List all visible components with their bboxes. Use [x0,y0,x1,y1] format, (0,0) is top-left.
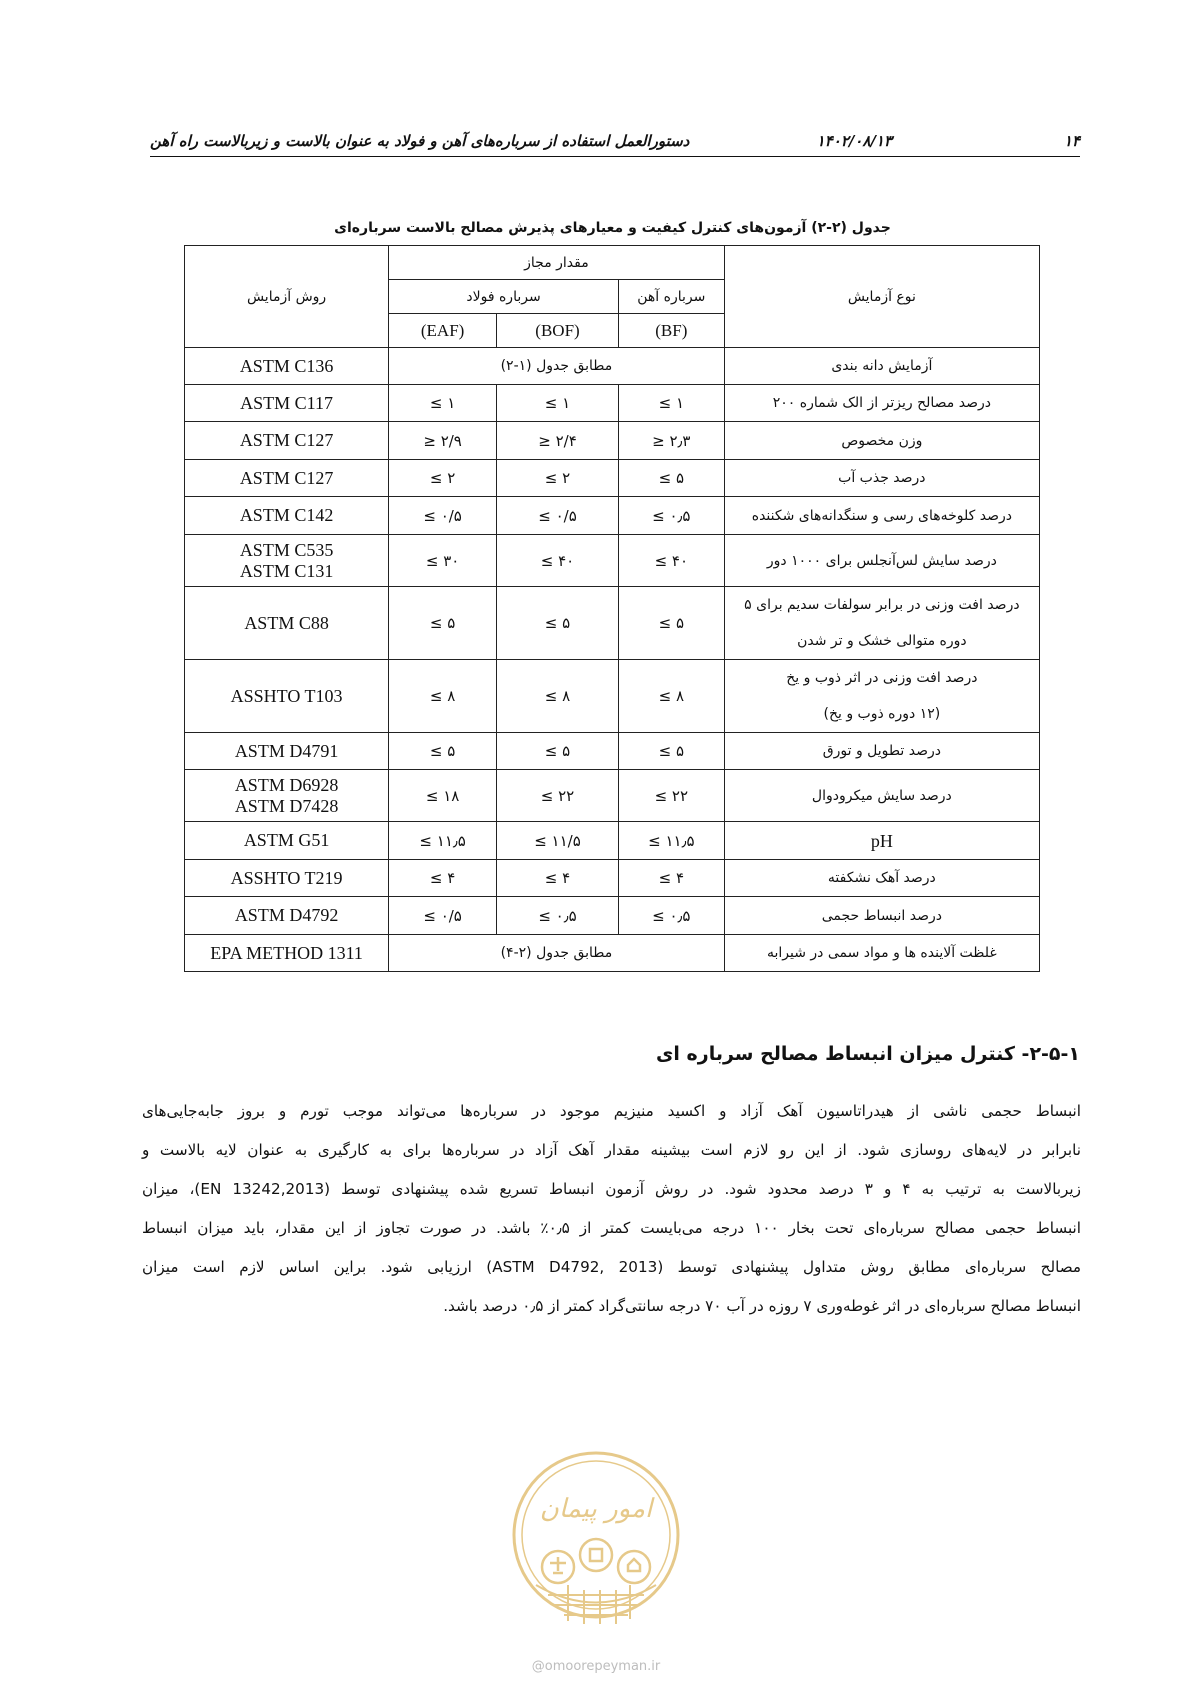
header-method: روش آزمایش [185,246,389,348]
cell-bof: ≤ ۴۰ [497,535,619,587]
cell-method-line: ASTM G51 [243,830,330,850]
cell-bf: ≤ ۵ [618,587,724,660]
cell-method-line: ASSHTO T103 [230,685,343,706]
cell-test-type-line: درصد مصالح ریزتر از الک شماره ۲۰۰ [772,395,991,411]
header-date: ۱۴۰۲/۰۸/۱۳ [816,132,892,150]
cell-bof: ≤ ۵ [497,587,619,660]
paragraph-line: زیربالاست به ترتیب به ۴ و ۳ درصد محدود شود. در روش آزمون انبساط تسریع شده پیشنهادی توسط (EN 13242,2013)، میزان [142,1180,1081,1198]
cell-method [185,348,389,385]
cell-method-line: ASSHTO T219 [230,867,343,888]
cell-method-line: ASTM D4792 [234,905,339,925]
cell-bof: ≤ ۸ [497,660,619,733]
cell-test-type [724,770,1039,822]
cell-test-type-line: درصد جذب آب [838,470,926,486]
page-header [150,128,1080,157]
cell-method [185,460,389,497]
table-row [185,897,1040,935]
header-bf: (BF) [618,314,724,348]
cell-eaf: ≤ ۰/۵ [389,497,497,535]
cell-method [185,770,389,822]
table-row [185,422,1040,460]
cell-test-type-line: درصد افت وزنی در اثر ذوب و یخ [786,670,978,686]
cell-eaf: ≤ ۵ [389,587,497,660]
cell-test-type-line: درصد افت وزنی در برابر سولفات سدیم برای ۵ [744,597,1020,613]
cell-bf: ≤ ۸ [618,660,724,733]
cell-eaf: ≤ ۵ [389,733,497,770]
spec-table [184,245,1040,972]
cell-method-line: ASTM C88 [244,612,329,633]
watermark-logo [508,1445,684,1650]
cell-eaf: ≤ ۴ [389,860,497,897]
paragraph-line: انبساط حجمی ناشی از هیدراتاسیون آهک آزاد و اکسید منیزیم موجود در سرباره‌ها می‌تواند موجب تورم و بروز جابه‌جایی‌های [142,1102,1081,1120]
table-row [185,460,1040,497]
cell-test-type-line: درصد کلوخه‌های رسی و سنگدانه‌های شکننده [751,507,1012,524]
cell-method-line: ASTM C127 [239,430,334,450]
cell-bof: ≥ ۲/۴ [497,422,619,460]
paragraph-line: مصالح سرباره‌ای مطابق روش متداول پیشنهادی توسط (ASTM D4792, 2013) ارزیابی شود. براین اساس لازم است میزان [142,1258,1082,1276]
table-row [185,385,1040,422]
cell-method-line: ASTM C136 [239,355,334,376]
cell-test-type-line: درصد انبساط حجمی [821,907,943,924]
cell-method [185,497,389,535]
cell-bof: ≤ ۲۲ [497,770,619,822]
cell-bf: ≤ ۴۰ [618,535,724,587]
cell-eaf: ≥ ۲/۹ [389,422,497,460]
cell-method [185,422,389,460]
cell-test-type [724,422,1039,460]
cell-test-type [724,660,1039,733]
header-title: دستورالعمل استفاده از سرباره‌های آهن و فولاد به عنوان بالاست و زیربالاست راه آهن [150,132,690,150]
cell-bf: ≤ ۱ [618,385,724,422]
cell-test-type-line: آزمایش دانه بندی [831,358,933,374]
header-allowed: مقدار مجاز [389,246,725,280]
cell-test-type-line: (۱۲ دوره ذوب و یخ) [823,706,941,722]
cell-test-type-line: وزن مخصوص [841,432,923,449]
cell-method [185,660,389,733]
cell-bof: ≤ ۵ [497,733,619,770]
table-caption: جدول (۲-۲) آزمون‌های کنترل کیفیت و معیارهای پذیرش مصالح بالاست سرباره‌ای [334,220,891,236]
cell-eaf: ≤ ۰/۵ [389,897,497,935]
cell-method-line: ASTM C127 [239,467,334,488]
table-row [185,733,1040,770]
cell-merged-reference: مطابق جدول (۲-۴) [389,935,725,972]
section-paragraph [142,1092,1081,1326]
cell-bof: ≤ ۱ [497,385,619,422]
cell-test-type [724,385,1039,422]
cell-test-type [724,587,1039,660]
cell-test-type-line: دوره متوالی خشک و تر شدن [797,633,967,649]
paragraph-line: انبساط مصالح سرباره‌ای در اثر غوطه‌وری ۷ روزه در آب ۷۰ درجه سانتی‌گراد کمتر از ۰٫۵ درصد باشد. [443,1297,1081,1315]
cell-bof: ≤ ۱۱/۵ [497,822,619,860]
cell-method-line: ASTM C142 [239,505,334,525]
cell-eaf: ≤ ۸ [389,660,497,733]
header-bof: (BOF) [497,314,619,348]
cell-bf: ≤ ۱۱٫۵ [618,822,724,860]
header-steel-slag: سرباره فولاد [389,280,619,314]
cell-method [185,385,389,422]
cell-bf: ≤ ۰٫۵ [618,497,724,535]
header-iron-slag: سرباره آهن [618,280,724,314]
cell-eaf: ≤ ۱۸ [389,770,497,822]
cell-method-line: EPA METHOD 1311 [210,942,363,963]
cell-method [185,587,389,660]
section-title: ۲-۵-۱- کنترل میزان انبساط مصالح سرباره ای [656,1043,1080,1065]
cell-bf: ≥ ۲٫۳ [618,422,724,460]
cell-test-type [724,497,1039,535]
cell-method [185,860,389,897]
watermark-url: @omoorepeyman.ir [531,1659,661,1674]
cell-test-type-line: درصد سایش لس‌آنجلس برای ۱۰۰۰ دور [766,552,997,569]
cell-eaf: ≤ ۱۱٫۵ [389,822,497,860]
header-test-type: نوع آزمایش [724,246,1039,348]
paragraph-line: نابرابر در لایه‌های روسازی شود. از این رو لازم است بیشینه مقدار آهک آزاد در سرباره‌ها برای به کارگیری به عنوان لایه بالاست و [142,1141,1081,1159]
cell-method [185,822,389,860]
page-number: ۱۴ [1063,132,1080,150]
cell-eaf: ≤ ۳۰ [389,535,497,587]
cell-method-line: ASTM D6928 [234,774,339,795]
cell-bf: ≤ ۵ [618,733,724,770]
header-eaf: (EAF) [389,314,497,348]
cell-bf: ≤ ۴ [618,860,724,897]
paragraph-line: انبساط حجمی مصالح سرباره‌ای تحت بخار ۱۰۰ درجه می‌بایست کمتر از ۰٫۵٪ باشد. در صورت تجاوز از این مقدار، باید میزان انبساط [142,1219,1081,1237]
cell-bf: ≤ ۵ [618,460,724,497]
table-row [185,587,1040,660]
cell-test-type-line: غلظت آلاینده ها و مواد سمی در شیرابه [766,945,997,961]
cell-merged-reference: مطابق جدول (۱-۲) [389,348,725,385]
table-row [185,535,1040,587]
cell-bf: ≤ ۰٫۵ [618,897,724,935]
cell-eaf: ≤ ۲ [389,460,497,497]
cell-bof: ≤ ۰/۵ [497,497,619,535]
cell-method [185,733,389,770]
cell-test-type [724,460,1039,497]
cell-eaf: ≤ ۱ [389,385,497,422]
cell-bof: ≤ ۲ [497,460,619,497]
cell-test-type [724,897,1039,935]
cell-test-type-line: درصد سایش میکرودوال [811,787,952,804]
table-row [185,822,1040,860]
logo-text: امور پیمان [539,1494,653,1524]
cell-bf: ≤ ۲۲ [618,770,724,822]
table-row [185,348,1040,385]
cell-method [185,935,389,972]
table-row [185,770,1040,822]
table-row [185,860,1040,897]
cell-test-type [724,535,1039,587]
cell-test-type-line: درصد تطویل و تورق [822,743,941,759]
cell-method [185,535,389,587]
cell-bof: ≤ ۴ [497,860,619,897]
cell-test-type [724,935,1039,972]
table-body [185,348,1040,972]
cell-test-type [724,348,1039,385]
cell-method-line: ASTM D4791 [234,740,339,761]
cell-test-type [724,733,1039,770]
cell-method-line: ASTM C535 [239,539,334,560]
cell-bof: ≤ ۰٫۵ [497,897,619,935]
cell-test-type-line: pH [870,830,893,851]
table-row [185,935,1040,972]
cell-method-line: ASTM C131 [239,560,334,581]
cell-method-line: ASTM C117 [240,392,333,413]
table-row [185,497,1040,535]
cell-test-type [724,822,1039,860]
table-row [185,660,1040,733]
cell-test-type [724,860,1039,897]
cell-method-line: ASTM D7428 [234,795,339,816]
cell-test-type-line: درصد آهک نشکفته [827,870,936,886]
cell-method [185,897,389,935]
